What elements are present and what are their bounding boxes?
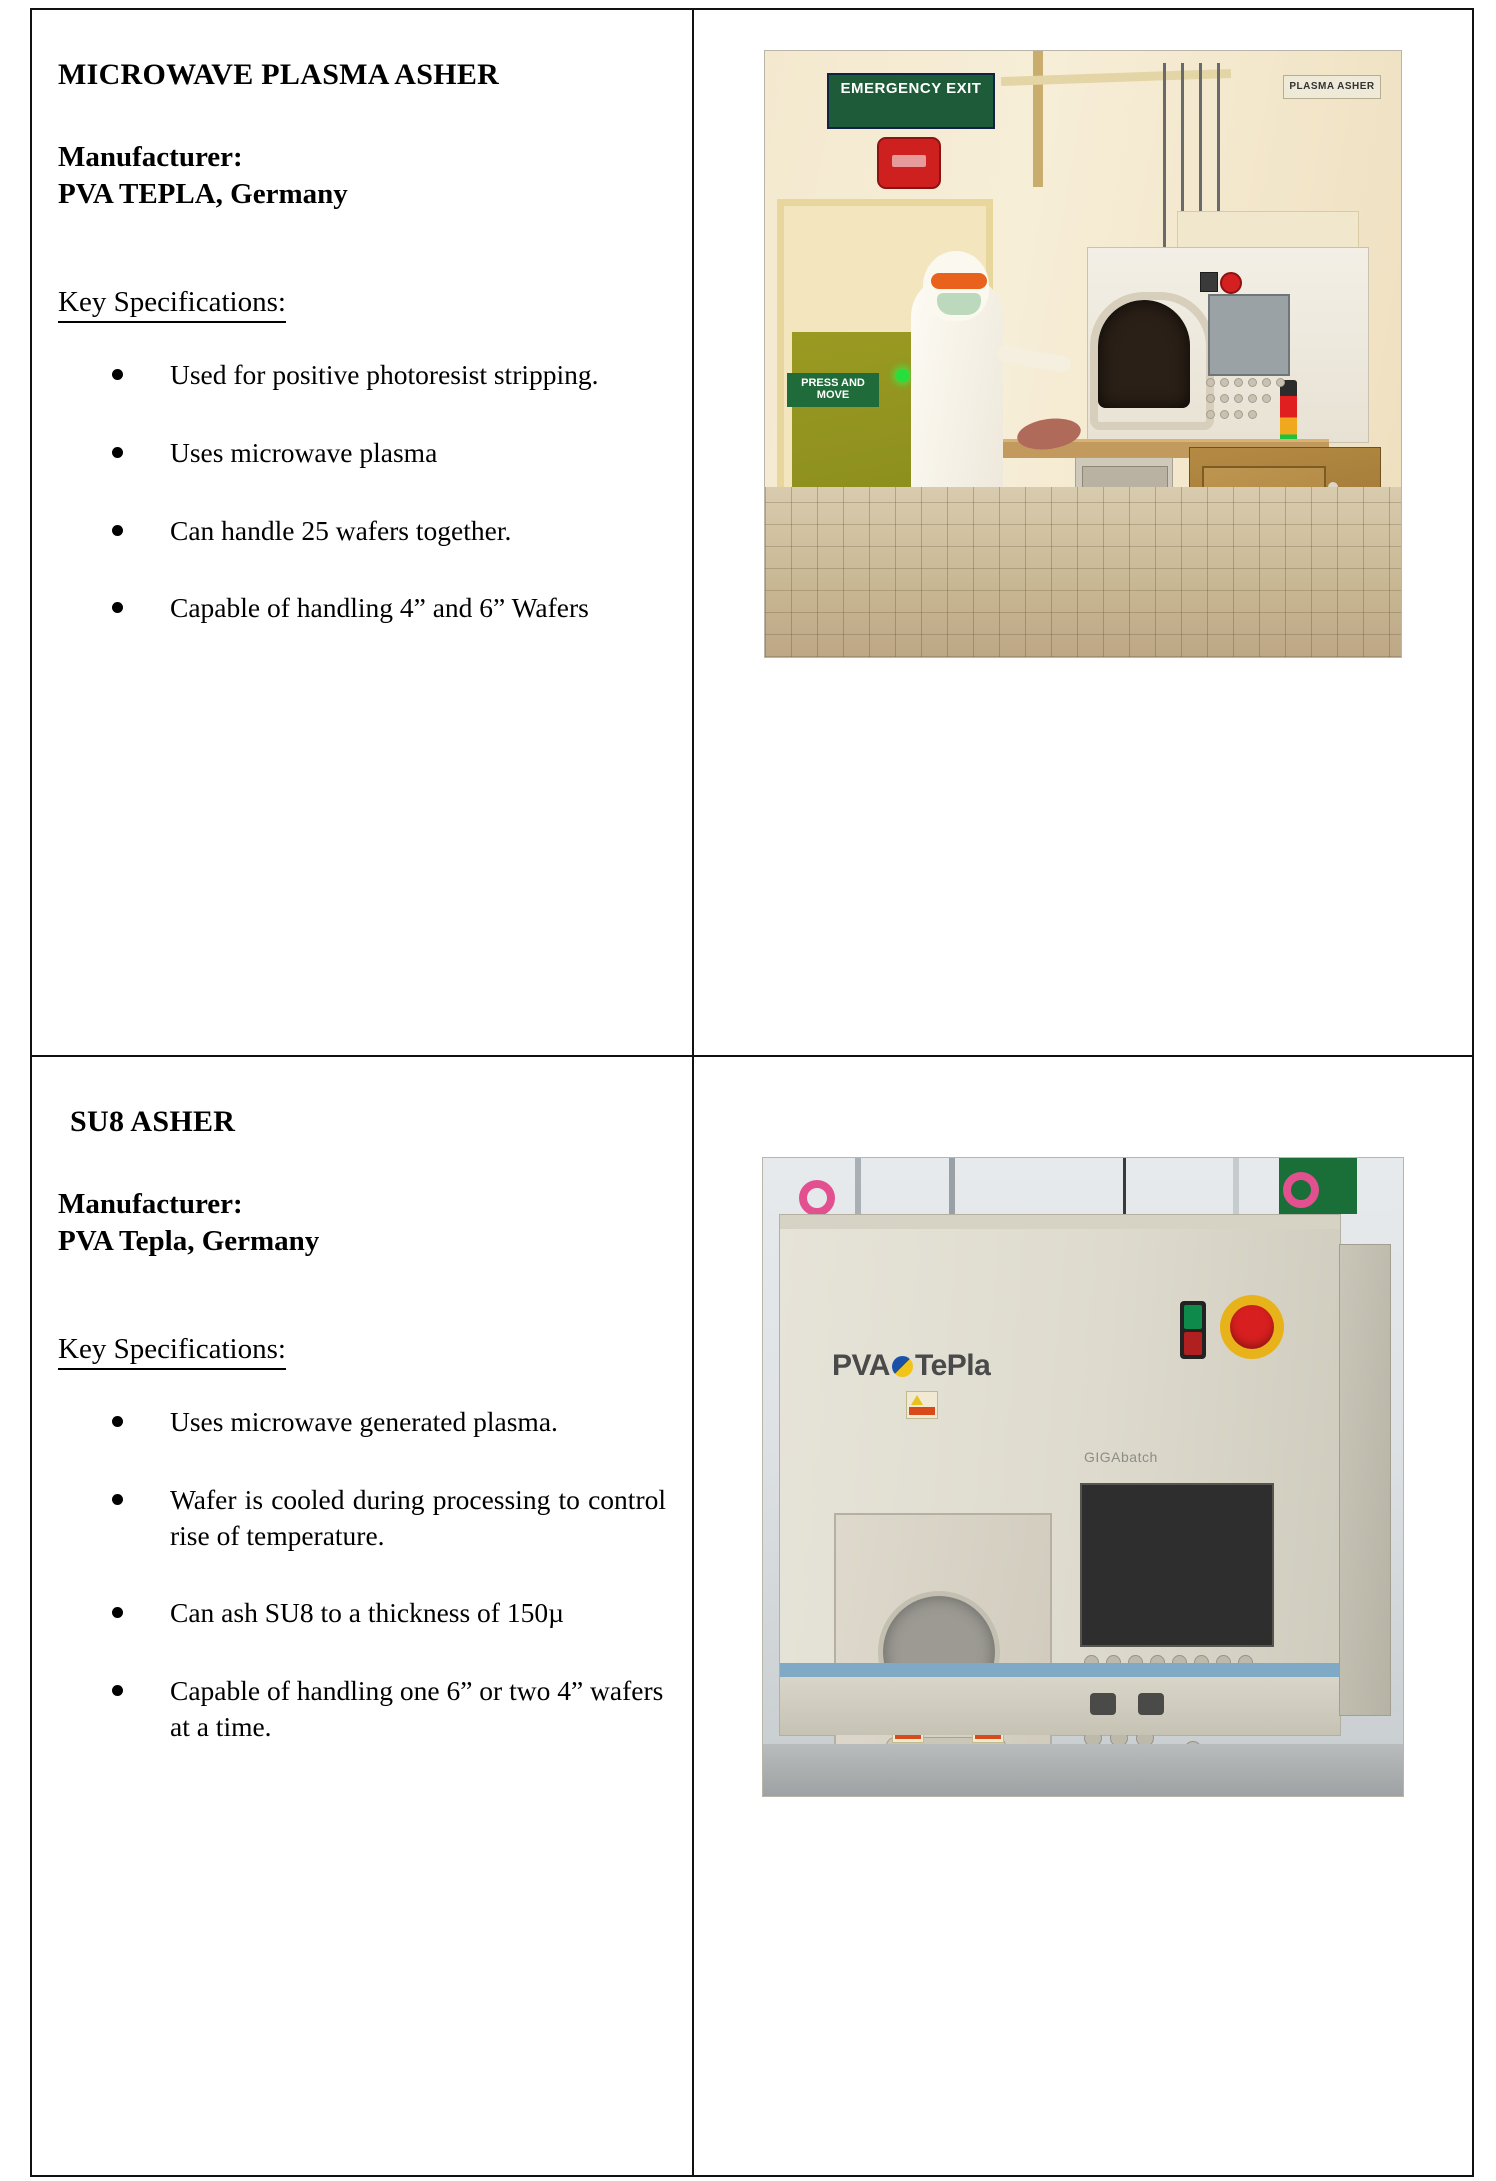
model-label: GIGAbatch [1084, 1449, 1158, 1465]
list-item: Uses microwave plasma [112, 435, 666, 471]
bullet-icon [112, 525, 123, 536]
microwave-plasma-asher-text-cell [31, 9, 693, 1056]
table-row [31, 9, 1473, 1056]
emergency-stop-icon [1220, 272, 1242, 294]
safety-goggles-icon [931, 273, 987, 289]
emergency-stop-button[interactable] [1220, 1295, 1284, 1359]
su8-asher-photo [762, 1157, 1404, 1797]
emergency-stop-icon [1230, 1305, 1274, 1349]
microwave-plasma-asher-photo [764, 50, 1402, 658]
bullet-icon [112, 602, 123, 613]
cleanroom-floor [765, 487, 1401, 657]
cabinet-top-edge [780, 1215, 1340, 1229]
bullet-icon [112, 1607, 123, 1618]
bullet-icon [112, 1494, 123, 1505]
key-specifications-heading: Key Specifications: [58, 285, 286, 323]
pva-tepla-logo: PVA TePla [832, 1349, 991, 1382]
list-item: Can ash SU8 to a thickness of 150µ [112, 1595, 666, 1631]
list-item: Uses microwave generated plasma. [112, 1404, 666, 1440]
manufacturer-value: PVA TEPLA, Germany [58, 178, 348, 211]
plasma-asher-sign: PLASMA ASHER [1283, 75, 1381, 99]
bullet-icon [112, 1685, 123, 1696]
page-title: SU8 ASHER [70, 1105, 236, 1138]
cabinet-accent-stripe [780, 1663, 1340, 1677]
key-specifications-heading: Key Specifications: [58, 1332, 286, 1370]
list-item: Used for positive photoresist stripping. [112, 357, 666, 393]
power-on-off-button[interactable] [1180, 1301, 1206, 1359]
fire-alarm-icon [877, 137, 941, 189]
page-title: MICROWAVE PLASMA ASHER [58, 58, 500, 91]
manufacturer-value: PVA Tepla, Germany [58, 1225, 320, 1258]
list-item: Wafer is cooled during processing to control rise of temperature. [112, 1482, 666, 1554]
chamber-door[interactable] [834, 1513, 1052, 1779]
power-on-icon [1184, 1305, 1202, 1329]
list-item: Capable of handling one 6” or two 4” wafers at a time. [112, 1673, 666, 1745]
press-and-move-sign: PRESS AND MOVE [787, 373, 879, 407]
logo-dot-icon [892, 1356, 913, 1377]
manufacturer-block [58, 1186, 666, 1260]
list-item: Capable of handling 4” and 6” Wafers [112, 590, 666, 626]
face-mask-icon [937, 293, 981, 315]
lifting-eyebolt-icon [799, 1180, 835, 1216]
emergency-exit-sign: EMERGENCY EXIT [827, 73, 995, 129]
cabinet-base [780, 1677, 1340, 1735]
machine-display [1208, 294, 1290, 376]
machine-keypad [1206, 378, 1292, 432]
lab-floor [763, 1744, 1403, 1796]
manufacturer-label: Manufacturer: [58, 141, 243, 173]
manufacturer-block [58, 139, 666, 213]
touchscreen-display[interactable] [1080, 1483, 1274, 1647]
bullet-icon [112, 1416, 123, 1427]
equipment-table [30, 8, 1474, 2177]
plasma-asher-machine [1087, 247, 1369, 443]
side-panel [1339, 1244, 1391, 1716]
specifications-list [58, 357, 666, 626]
manufacturer-label: Manufacturer: [58, 1188, 243, 1220]
specifications-list [58, 1404, 666, 1745]
machine-switch [1200, 272, 1218, 292]
list-item: Can handle 25 wafers together. [112, 513, 666, 549]
bullet-icon [112, 447, 123, 458]
gigabatch-cabinet [779, 1214, 1341, 1736]
su8-asher-text-cell [31, 1056, 693, 2176]
power-off-icon [1184, 1332, 1202, 1355]
warning-label-icon [906, 1391, 938, 1419]
microwave-plasma-asher-photo-cell [693, 9, 1473, 1056]
su8-asher-photo-cell [693, 1056, 1473, 2176]
table-row [31, 1056, 1473, 2176]
base-knobs [1090, 1693, 1210, 1717]
ceiling-beam [1033, 51, 1043, 187]
lifting-eyebolt-icon [1283, 1172, 1319, 1208]
bullet-icon [112, 369, 123, 380]
door-status-light-icon [896, 369, 909, 382]
chamber-ring [1090, 292, 1214, 430]
